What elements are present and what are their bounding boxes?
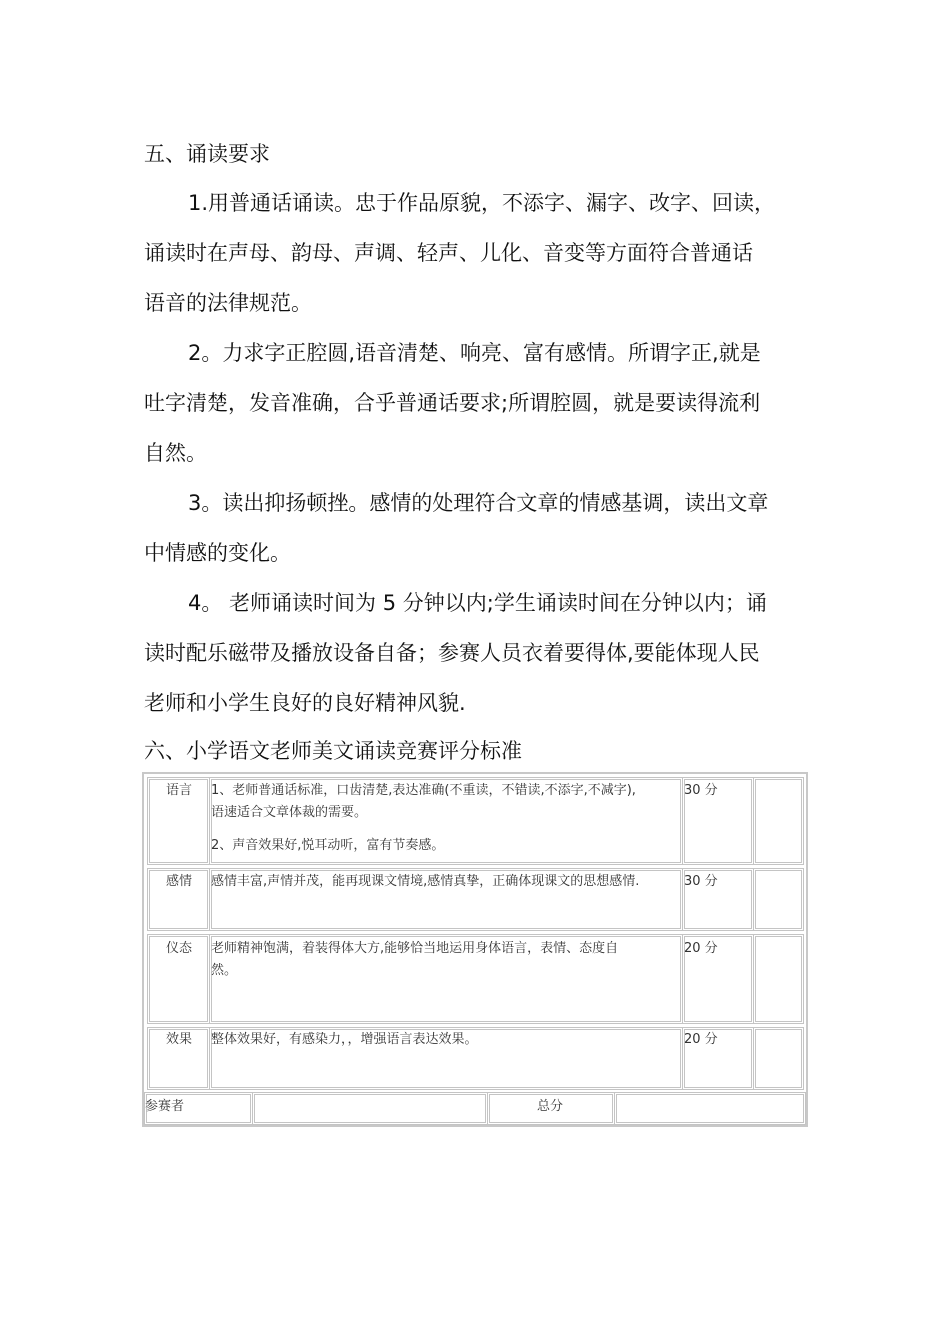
paragraph-3-line-1: 3。读出抑扬顿挫。感情的处理符合文章的情感基调，读出文章: [188, 491, 769, 515]
paragraph-1-line-3: 语音的法律规范。: [144, 291, 312, 315]
contestant-label: 参赛者: [145, 1099, 185, 1114]
paragraph-4-line-1: 4。 老师诵读时间为 5 分钟以内;学生诵读时间在分钟以内；诵: [188, 591, 767, 615]
score-value: 20 分: [684, 941, 718, 956]
score-value: 20 分: [684, 1032, 718, 1047]
category-label: 语言: [165, 783, 192, 798]
total-label: 总分: [537, 1099, 564, 1114]
criteria-text: 2、声音效果好,悦耳动听，富有节奏感。: [211, 838, 445, 853]
paragraph-1-line-2: 诵读时在声母、韵母、声调、轻声、儿化、音变等方面符合普通话: [144, 241, 753, 265]
paragraph-4-line-2: 读时配乐磁带及播放设备自备；参赛人员衣着要得体,要能体现人民: [144, 641, 760, 665]
table-cell: [252, 1092, 488, 1125]
paragraph-3-line-2: 中情感的变化。: [144, 541, 291, 565]
criteria-text: 感情丰富,声情并茂，能再现课文情境,感情真挚，正确体现课文的思想感情.: [211, 874, 640, 889]
paragraph-2-line-3: 自然。: [144, 441, 207, 465]
table-cell: [614, 1092, 806, 1125]
section5-heading: 五、诵读要求: [144, 142, 270, 166]
table-cell: [753, 1027, 804, 1090]
category-label: 仪态: [165, 941, 192, 956]
paragraph-4-line-3: 老师和小学生良好的良好精神风貌.: [144, 691, 466, 715]
criteria-text: 老师精神饱满，着装得体大方,能够恰当地运用身体语言，表情、态度自: [211, 941, 619, 956]
table-cell: [753, 868, 804, 931]
criteria-text: 整体效果好，有感染力，，增强语言表达效果。: [211, 1032, 478, 1047]
criteria-text: 语速适合文章体裁的需要。: [211, 805, 368, 820]
section6-heading: 六、小学语文老师美文诵读竞赛评分标准: [144, 739, 522, 763]
criteria-text: 然。: [211, 963, 238, 978]
table-cell: [753, 777, 804, 865]
category-label: 感情: [165, 874, 192, 889]
paragraph-2-line-1: 2。力求字正腔圆,语音清楚、响亮、富有感情。所谓字正,就是: [188, 341, 761, 365]
criteria-text: 1、老师普通话标准，口齿清楚,表达准确(不重读，不错读,不添字,不减字),: [211, 783, 636, 798]
score-value: 30 分: [684, 874, 718, 889]
paragraph-2-line-2: 吐字清楚，发音准确，合乎普通话要求;所谓腔圆，就是要读得流利: [144, 391, 761, 415]
table-cell: [753, 934, 804, 1024]
scoring-table: [142, 772, 808, 1127]
paragraph-1-line-1: 1.用普通话诵读。忠于作品原貌，不添字、漏字、改字、回读，: [188, 191, 776, 215]
category-label: 效果: [165, 1032, 192, 1047]
score-value: 30 分: [684, 783, 718, 798]
